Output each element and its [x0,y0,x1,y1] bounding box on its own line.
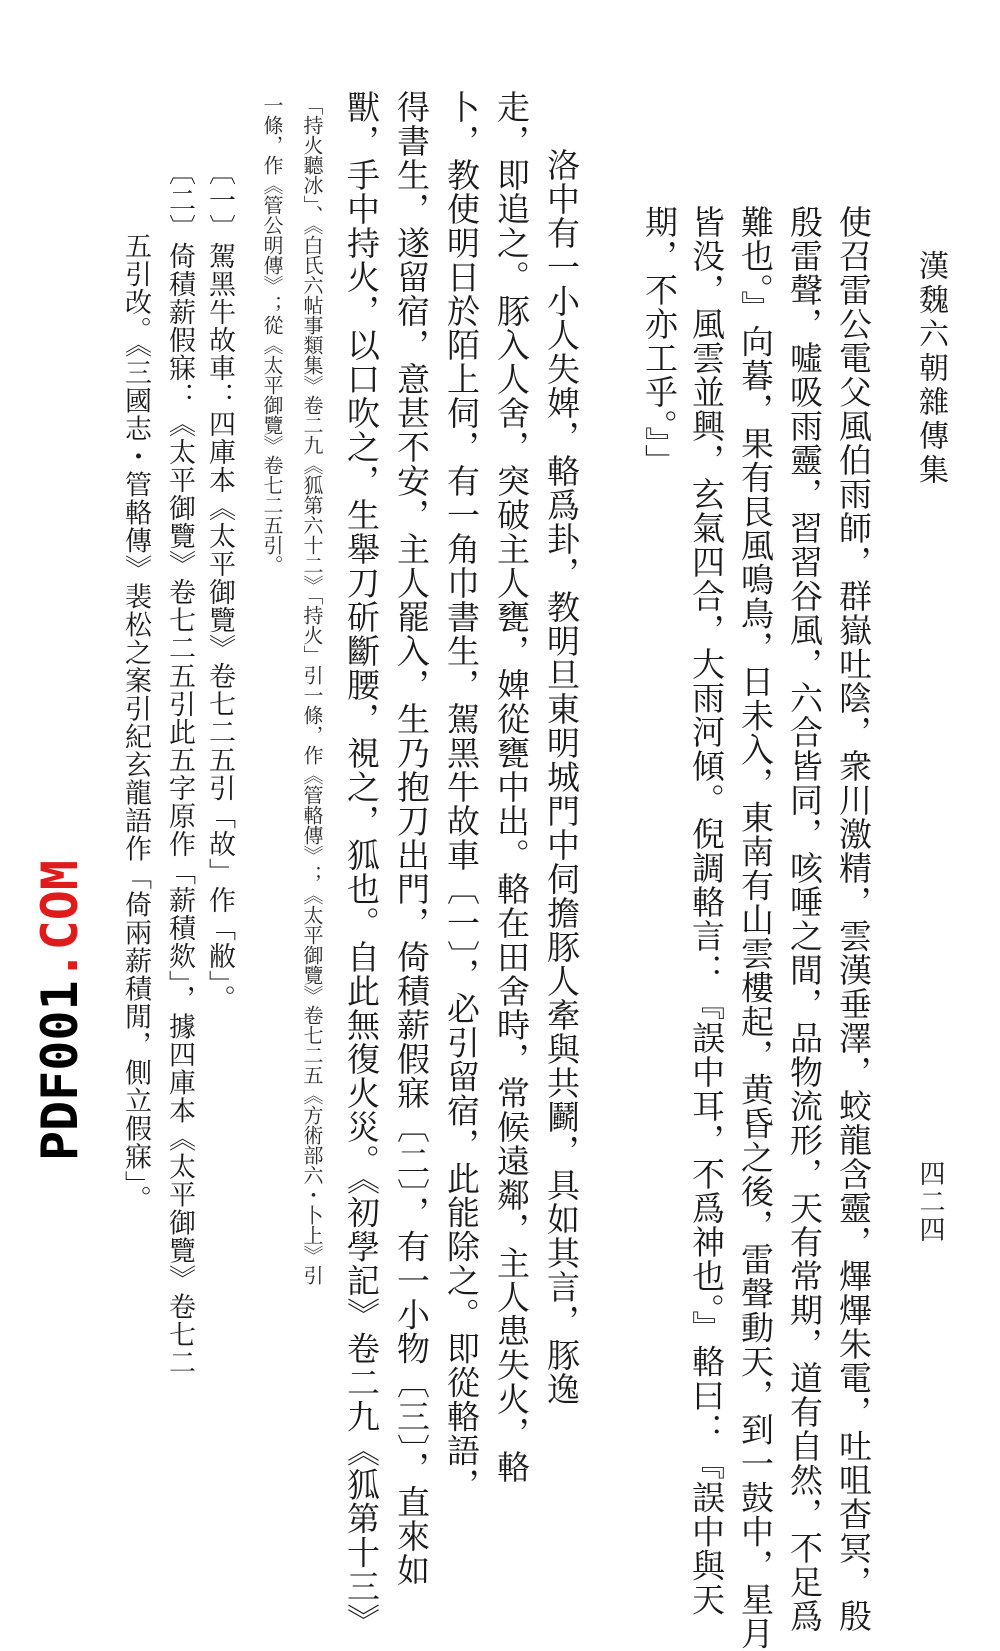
watermark [30,860,90,1161]
text-column: 難也。』向暮，果有艮風鳴鳥，日未入，東南有山雲樓起，黄昏之後，雷聲動天，到一鼓中，星月 [736,205,775,1651]
source-citation: 一條，作《管公明傳》；從《太平御覽》卷七二五引。 [260,95,284,575]
running-title: 漢魏六朝雜傳集 [913,250,948,488]
text-column: 殷雷聲，噓吸雨靈，習習谷風，六合皆同，咳唾之間，品物流形，天有常期，道有自然，不足爲 [785,205,824,1633]
text-column: 走，即追之。豚入人舍，突破主人甕，婢從甕中出。輅在田舍時，常候遠鄰，主人患失火，輅 [492,90,531,1484]
text-column: 洛中有一小人失婢，輅爲卦，教明旦東明城門中伺擔豚人牽與共鬬，具如其言，豚逸 [542,148,581,1406]
text-column: 期，不亦工乎。』」 [640,205,679,478]
footnote-2: 〔二〕倚積薪假寐：《太平御覽》卷七二五引此五字原作「薪積欻」，據四庫本《太平御覽》卷七二 [164,158,195,1377]
source-citation: 「持火聽冰」、《白氏六帖事類集》卷二九《狐第六十二》「持火」引一條，作《管輅傳》；《太平御覽》卷七二五《方術部六・卜上》引 [300,95,324,1285]
page-number: 四二四 [915,1160,945,1244]
footnote-2-continued: 五引改。《三國志・管輅傳》裴松之案引紀玄龍語作「倚兩薪積閒，側立假寐」。 [120,232,151,1213]
text-column: 得書生，遂留宿，意甚不安，主人罷入，生乃抱刀出門，倚積薪假寐〔二〕，有一小物〔三〕，直來如 [392,90,431,1587]
text-column: 使召雷公電父風伯雨師，群嶽吐陰，衆川激精，雲漢垂澤，蛟龍含靈，熚熚朱電，吐咀杳冥，殷 [834,205,873,1633]
text-column: 獸，手中持火，以口吹之，生舉刀斫斷腰，視之，狐也。自此無復火災。《初學記》卷二九《狐第十三》 [342,90,381,1638]
watermark-suffix: .COM [31,860,89,981]
footnote-1: 〔一〕駕黑牛故車：四庫本《太平御覽》卷七二五引「故」作「敝」。 [204,158,235,1013]
watermark-prefix: PDF001 [31,980,89,1162]
text-column: 皆没，風雲並興，玄氣四合，大雨河傾。倪調輅言：『誤中耳，不爲神也。』輅曰：『誤中與天 [687,205,726,1617]
text-column: 卜，教使明日於陌上伺，有一角巾書生，駕黑牛故車〔一〕，必引留宿，此能除之。即從輅語， [442,90,481,1502]
